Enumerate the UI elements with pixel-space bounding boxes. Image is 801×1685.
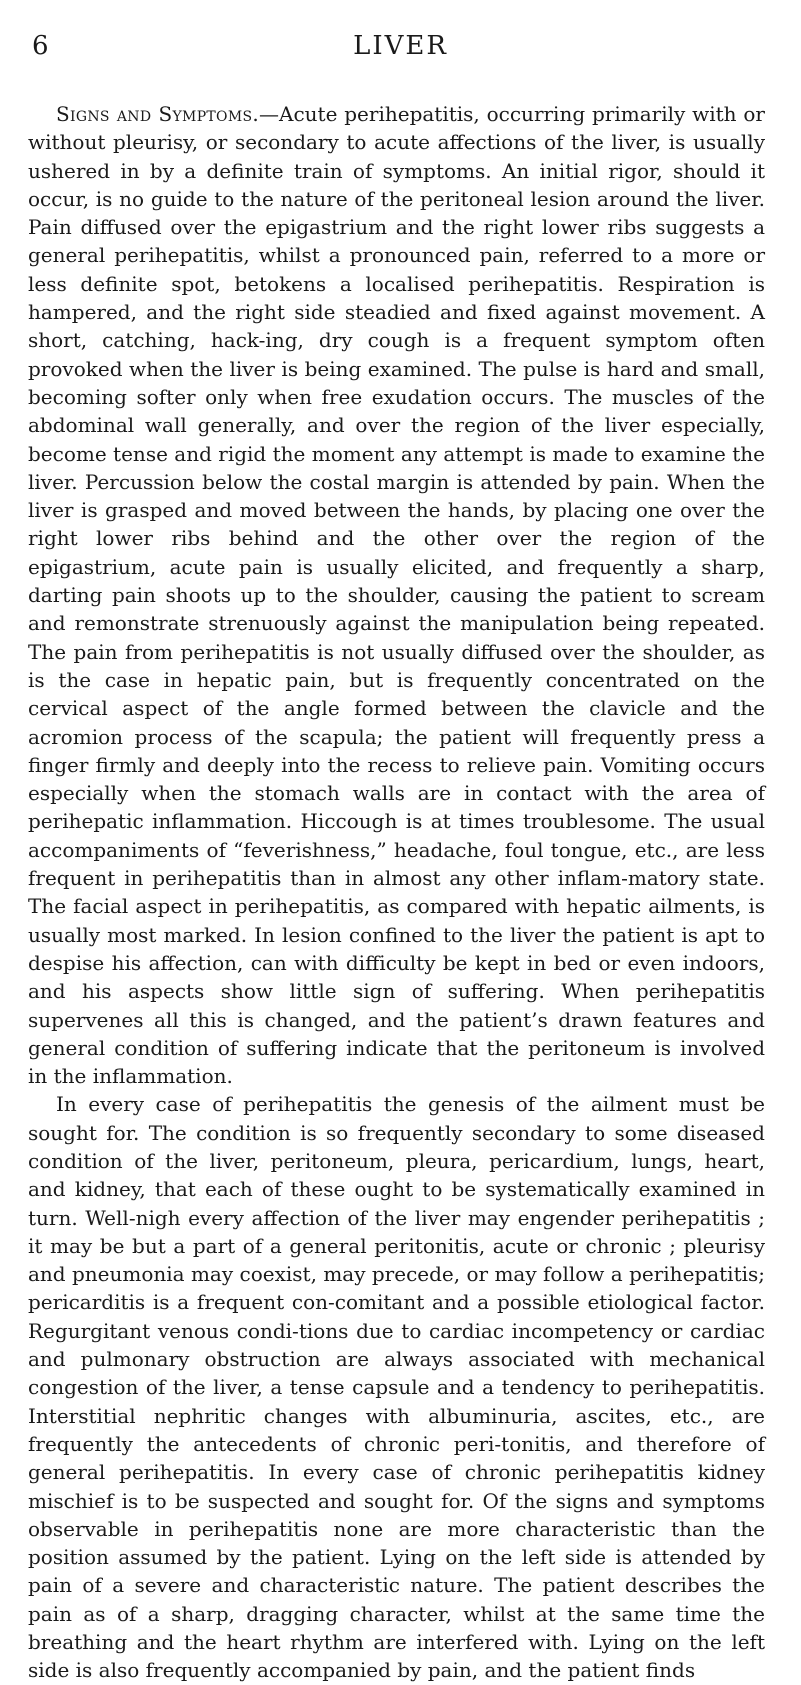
paragraph-text: —Acute perihepatitis, occurring primarily with or without pleurisy, or secondary to acute affections of the liver, is usually ushered in by a definite train of symptoms. An initial rigor, should it occur, is no guide to the nature of the peritoneal lesion around the liver. Pain diffused over the epigastrium and the right lower ribs suggests a general perihepatitis, whilst a pronounced pain, referred to a more or less definite spot, betokens a localised perihepatitis. Respiration is hampered, and the right side steadied and fixed against movement. A short, catching, hack-ing, dry cough is a frequent symptom often provoked when the liver is being examined. The pulse is hard and small, becoming softer only when free exudation occurs. The muscles of the abdominal wall generally, and over the region of the liver especially, become tense and rigid the moment any attempt is made to examine the liver. Percussion below the costal margin is attended by pain. When the liver is grasped and moved between the hands, by placing one over the right lower ribs behind and the other over the region of the epigastrium, acute pain is usually elicited, and frequently a sharp, darting pain shoots up to the shoulder, causing the patient to scream and remonstrate strenuously against the manipulation being repeated. The pain from perihepatitis is not usually diffused over the shoulder, as is the case in hepatic pain, but is frequently concentrated on the cervical aspect of the angle formed between the clavicle and the acromion process of the scapula; the patient will frequently press a finger firmly and deeply into the recess to relieve pain. Vomiting occurs especially when the stomach walls are in contact with the area of perihepatic inflammation. Hiccough is at times troublesome. The usual accompaniments of “feverishness,” headache, foul tongue, etc., are less frequent in perihepatitis than in almost any other inflam-matory state. The facial aspect in perihepatitis, as compared with hepatic ailments, is usually most marked. In lesion confined to the liver the patient is apt to despise his affection, can with difficulty be kept in bed or even indoors, and his aspects show little sign of suffering. When perihepatitis supervenes all this is changed, and the patient’s drawn features and general condition of suffering indicate that the peritoneum is involved in the inflammation. bbox=[28, 102, 765, 1089]
body-text bbox=[28, 100, 765, 1685]
paragraph-signs-and-symptoms bbox=[28, 100, 765, 1090]
paragraph-text: In every case of perihepatitis the genesis of the ailment must be sought for. The condition is so frequently secondary to some diseased condition of the liver, peritoneum, pleura, pericardium, lungs, heart, and kidney, that each of these ought to be systematically examined in turn. Well-nigh every affection of the liver may engender perihepatitis ; it may be but a part of a general peritonitis, acute or chronic ; pleurisy and pneumonia may coexist, may precede, or may follow a perihepatitis; pericarditis is a frequent con-comitant and a possible etiological factor. Regurgitant venous condi-tions due to cardiac incompetency or cardiac and pulmonary obstruction are always associated with mechanical congestion of the liver, a tense capsule and a tendency to perihepatitis. Interstitial nephritic changes with albuminuria, ascites, etc., are frequently the antecedents of chronic peri-tonitis, and therefore of general perihepatitis. In every case of chronic perihepatitis kidney mischief is to be suspected and sought for. Of the signs and symptoms observable in perihepatitis none are more characteristic than the position assumed by the patient. Lying on the left side is attended by pain of a severe and characteristic nature. The patient describes the pain as of a sharp, dragging character, whilst at the same time the breathing and the heart rhythm are interfered with. Lying on the left side is also frequently accompanied by pain, and the patient finds bbox=[28, 1092, 765, 1683]
running-title: LIVER bbox=[353, 31, 448, 61]
paragraph-genesis bbox=[28, 1090, 765, 1684]
page-header bbox=[32, 30, 769, 70]
section-lead: Signs and Symptoms. bbox=[56, 102, 260, 126]
page-number: 6 bbox=[32, 31, 49, 61]
